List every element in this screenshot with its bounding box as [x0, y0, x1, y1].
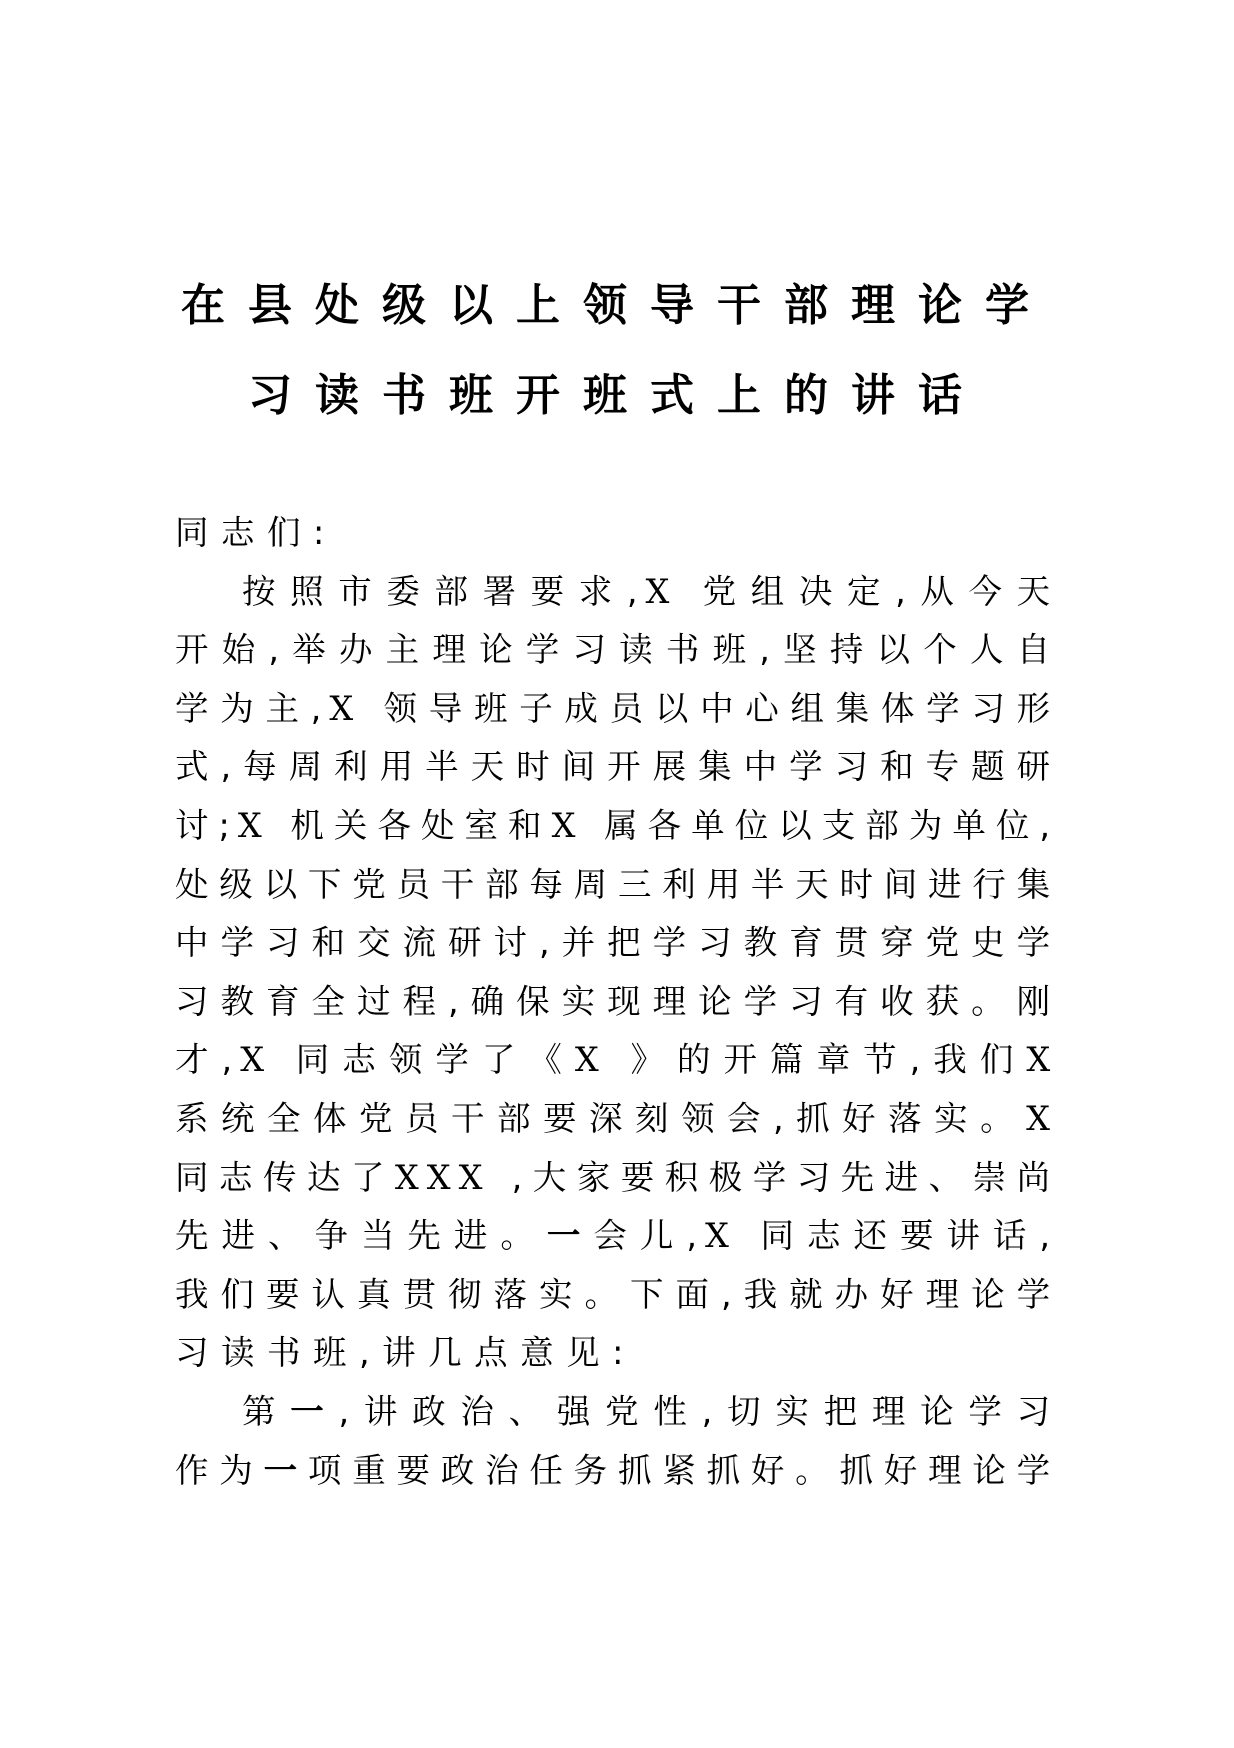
text-line: 习读书班,讲几点意见:	[175, 1333, 636, 1373]
document-title-line-1: 在县处级以上领导干部理论学	[181, 280, 1052, 331]
text-line: 同志们:	[175, 513, 337, 552]
document-title	[175, 261, 1058, 441]
text-line: 讨;X 机关各处室和X 属各单位以支部为单位,	[175, 805, 1059, 845]
text-line: 同志传达了XXX ,大家要积极学习先进、崇尚	[175, 1157, 1059, 1197]
text-line: 学为主,X 领导班子成员以中心组集体学习形	[175, 688, 1059, 728]
text-line: 系统全体党员干部要深刻领会,抓好落实。X	[175, 1098, 1059, 1138]
document-title-line-2: 习读书班开班式上的讲话	[248, 370, 985, 421]
text-line: 处级以下党员干部每周三利用半天时间进行集	[175, 864, 1059, 904]
text-line: 才,X 同志领学了《X 》的开篇章节,我们X	[175, 1040, 1059, 1080]
text-line: 先进、争当先进。一会儿,X 同志还要讲话,	[175, 1216, 1059, 1256]
text-line: 第一,讲政治、强党性,切实把理论学习	[242, 1391, 1059, 1431]
text-line: 作为一项重要政治任务抓紧抓好。抓好理论学	[175, 1450, 1059, 1490]
document-body	[175, 504, 1058, 1500]
text-line: 开始,举办主理论学习读书班,坚持以个人自	[175, 630, 1059, 670]
text-line: 习教育全过程,确保实现理论学习有收获。刚	[175, 981, 1059, 1021]
text-line: 我们要认真贯彻落实。下面,我就办好理论学	[175, 1274, 1059, 1314]
text-line: 中学习和交流研讨,并把学习教育贯穿党史学	[175, 923, 1059, 963]
text-line: 按照市委部署要求,X 党组决定,从今天	[242, 571, 1059, 611]
document-content	[175, 0, 1058, 1500]
text-line: 式,每周利用半天时间开展集中学习和专题研	[175, 747, 1059, 787]
